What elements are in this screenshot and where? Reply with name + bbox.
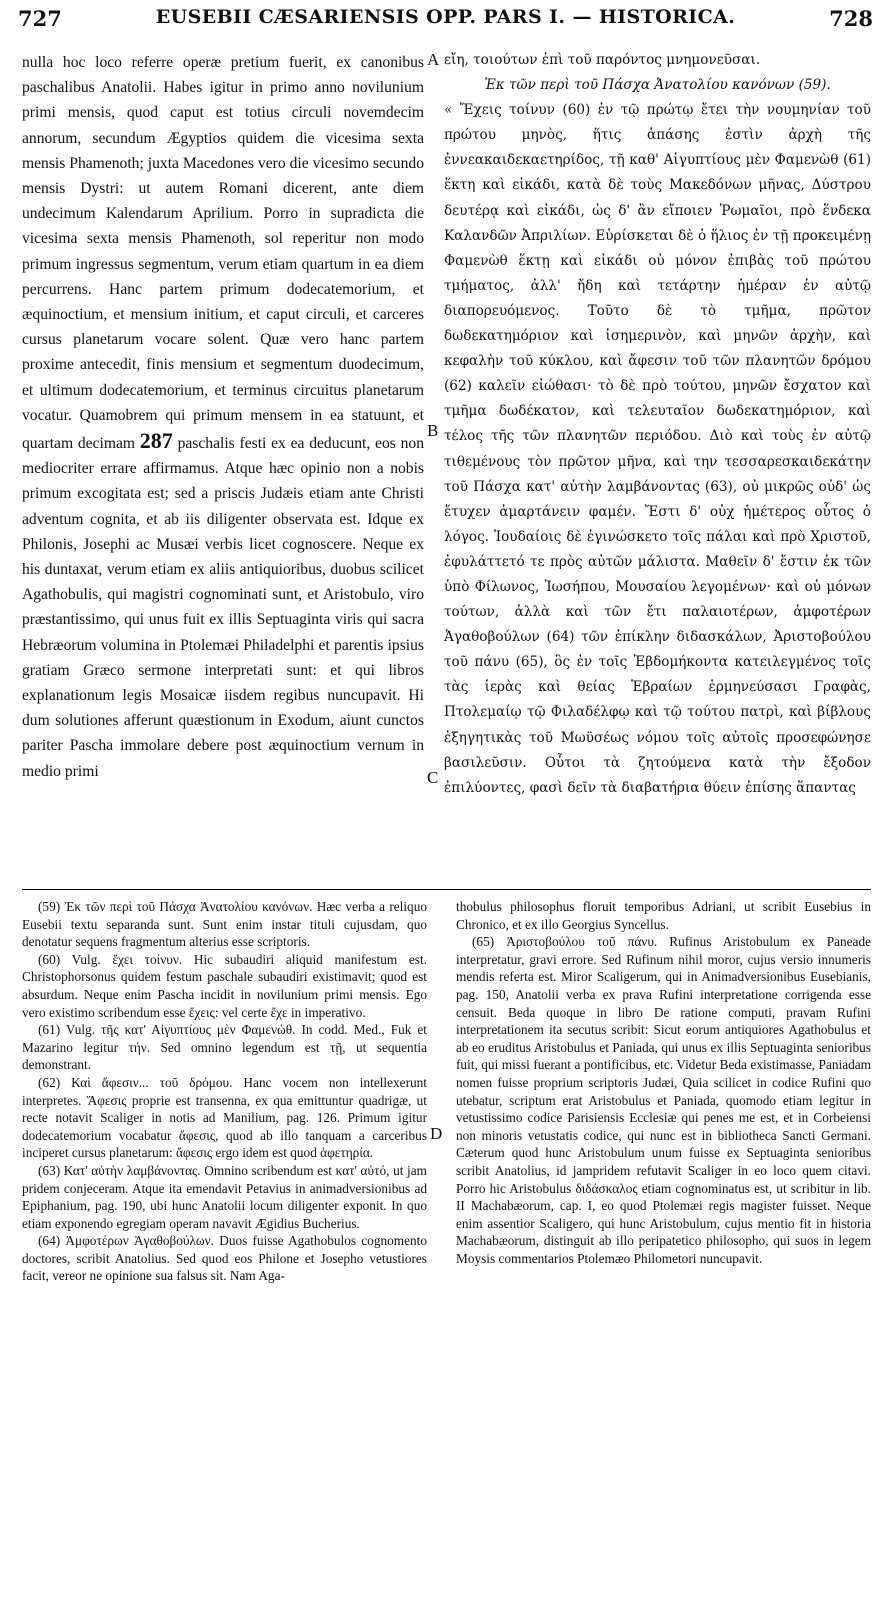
running-header — [0, 6, 891, 36]
footnotes-left — [22, 898, 427, 1608]
greek-column — [444, 48, 871, 882]
footnote-60: (60) Vulg. ἔχει τοίνυν. Hic subaudiri aliquid manifestum est. Christophorsonus quidem festum paschale subaudiri existimavit; quod est absurdum. Neque enim Pascha incidit in novilunium primi mensis. Ego vero existimo scribendum esse ἔχεις: vel certe ἔχε in imperativo. — [22, 951, 427, 1020]
margin-letter-b: B — [427, 421, 439, 440]
footnotes-right — [456, 898, 871, 1608]
running-title: EUSEBII CÆSARIENSIS OPP. PARS I. — HISTORICA. — [155, 6, 736, 28]
margin-letter-d: D — [430, 1124, 443, 1143]
footnote-64-continued: thobulus philosophus floruit temporibus Adriani, ut scribit Eusebius in Chronico, et ex illo Georgius Syncellus. — [456, 899, 871, 932]
footnote-rule — [22, 889, 871, 890]
latin-text-part2: paschalis festi ex ea deducunt, eos non mediocriter errare affirmamus. Atque hæc opinio non a nobis primum excogitata est; sed a priscis Judæis etiam ante Christi adventum cognita, et ab iis diligenter observata est. Idque ex Philonis, Josephi ac Musæi verbis licet cognoscere. Neque ex his duntaxat, verum etiam ex aliis antiquioribus, duobus scilicet Agathobulis, qui magistri cognominati sunt, et Aristobulo, viro præstantissimo, qui unus fuit ex illis Septuaginta viris qui sacra Hebræorum volumina in Ptolemæi Philadelphi et parentis ipsius gratiam Græco sermone interpretati sunt: et qui libros explanationum legis Mosaicæ iisdem regibus nuncupavit. Hi dum solutiones afferunt quæstionum in Exodum, aiunt cunctos pariter Pascha immolare debere post æquinoctium vernum in medio primi — [22, 435, 424, 780]
margin-letter-c: C — [427, 768, 439, 787]
page-number-right: 728 — [829, 6, 873, 31]
latin-column — [22, 50, 424, 882]
greek-section-title: Ἐκ τῶν περὶ τοῦ Πάσχα Ἀνατολίου κανόνων (59). — [484, 77, 831, 94]
footnote-63: (63) Κατ' αὐτὴν λαμβάνοντας. Omnino scribendum est κατ' αὐτό, ut jam pridem conjeceram. Atque ita emendavit Petavius in animadversionibus ad Epiphanium, pag. 190, ubi hunc Anatolii locum diligenter exponit. In quo etiam exponendo egregiam operam navavit Ægidius Bucherius. — [22, 1162, 427, 1231]
latin-text-part1: nulla hoc loco referre operæ pretium fuerit, ex canonibus paschalibus Anatolii. Habes igitur in primo anno novilunium primi mensis, quod caput est totius circuli novemdecim annorum, secundum Ægyptios quidem die vicesima sexta mensis Phamenoth; juxta Macedones vero die vicesimo secundo mensis Dystri: ut autem Romani dicerent, ante diem undecimum Kalendarum Aprilium. Porro in supradicta die vicesima sexta mensis Phamenoth, sol reperitur non modo primum ingressus segmentum, verum etiam quartum in ea diem percurrens. Hanc partem primum dodecatemorium, et æquinoctium, et mensium initium, et caput circuli, et carceres cursus planetarum vocare solent. Quæ vero hanc partem proxime antecedit, finis mensium et segmentum duodecimum, et ultimum dodecatemorium, et terminus circuitus planetarum vocatur. Quamobrem qui primum mensem in ea statuunt, et quartam decimam — [22, 54, 424, 453]
footnote-65: (65) Ἀριστοβούλου τοῦ πάνυ. Rufinus Aristobulum ex Paneade interpretatur, gravi errore. Sed Rufinum nihil moror, cujus versio innumeris mendis referta est. Miror Scaligerum, qui in Animadversionibus Eusebianis, pag. 150, Anatolii verba ex prava Rufini interpretatione corrigenda esse censuit. Beda quoque in libro De ratione computi, pravam Rufini interpretationem ita secutus scribit: Sicut eorum antiquiores Agathobulus et ab eo eruditus Aristobulus et Paniada, qui unus ex illis Septuaginta senioribus fuit, qui missi fuerant a pontificibus, etc. Videtur Beda existimasse, Paniadam nomen fuisse proprium scriptoris Judæi, Quia scilicet in codice Rufini quo utebatur, scriptum erat Aristobulus et Paniada, quomodo etiam legitur in vetustissimo codice Parisiensis Ecclesiæ qui penes me est, et in Corbeiensi non minoris vetustatis codice, qui nunc est in bibliotheca Sancti Germani. Cæterum quod hunc Aristobulum unum fuisse ex Septuaginta senioribus scribit Anatolius, id jampridem refutavit Scaliger in eo loco quem citavi. Porro hic Aristobulus διδάσκαλος etiam cognominatus est, ut scribitur in lib. II Machabæorum, cap. I, eo quod Ptolemæi regis magister fuisset. Neque enim assentior Scaligero, qui hunc Aristobulum, cujus mentio fit in historia Machabæorum, distinguit ab illo peripatetico philosopho, qui suos in legem Moysis commentarios Ptolemæo Philometori nuncupavit. — [456, 934, 871, 1266]
footnote-64: (64) Ἀμφοτέρων Ἀγαθοβούλων. Duos fuisse Agathobulos cognomento doctores, scribit Anatolius. Sed quod eos Philone et Josepho vetustiores facit, vereor ne opinione sua falsus sit. Nam Aga- — [22, 1233, 427, 1284]
footnote-61: (61) Vulg. τῆς κατ' Αἰγυπτίους μὲν Φαμενώθ. In codd. Med., Fuk et Mazarino legitur τήν. Sed omnino legendum est τῇ, ut sequentia demonstrant. — [22, 1022, 427, 1073]
footnote-59: (59) Ἐκ τῶν περὶ τοῦ Πάσχα Ἀνατολίου κανόνων. Hæc verba a reliquo Eusebii textu separanda sunt. Sunt enim instar tituli cujusdam, quo denotatur sequens fragmentum alterius esse scriptoris. — [22, 899, 427, 950]
page-number-left: 727 — [18, 6, 62, 31]
marginal-page-number: 287 — [139, 428, 173, 454]
greek-body: « Ἔχεις τοίνυν (60) ἐν τῷ πρώτῳ ἔτει τὴν νουμηνίαν τοῦ πρώτου μηνὸς, ἥτις ἁπάσης ἐστὶν ἀρχὴ τῆς ἐννεακαιδεκαετηρίδος, τῇ καθ' Αἰγυπτίους μὲν Φαμενὼθ (61) ἕκτη καὶ εἰκάδι, κατὰ δὲ τοὺς Μακεδόνων μῆνας, Δύστρου δευτέρᾳ καὶ εἰκάδι, ὡς δ' ἂν εἴποιεν Ῥωμαῖοι, πρὸ ἕνδεκα Καλανδῶν Ἀπριλίων. Εὑρίσκεται δὲ ὁ ἥλιος ἐν τῇ προκειμένῃ Φαμενὼθ ἕκτῃ καὶ εἰκάδι οὐ μόνον ἐπιβὰς τοῦ πρώτου τμήματος, ἀλλ' ἤδη καὶ τετάρτην ἡμέραν ἐν αὐτῷ διαπορευόμενος. Τοῦτο δὲ τὸ τμῆμα, πρῶτον δωδεκατημόριον καὶ ἰσημερινὸν, καὶ μηνῶν ἀρχὴν, καὶ κεφαλὴν τοῦ κύκλου, καὶ ἄφεσιν τοῦ τῶν πλανητῶν δρόμου (62) καλεῖν εἰώθασι· τὸ δὲ πρὸ τούτου, μηνῶν ἔσχατον καὶ τμῆμα δωδέκατον, καὶ τελευταῖον δωδεκατημόριον, καὶ τέλος τῆς τῶν πλανητῶν περιόδου. Διὸ καὶ τοὺς ἐν αὐτῷ τιθεμένους τὸν πρῶτον μῆνα, καὶ την τεσσαρεσκαιδεκάτην τοῦ Πάσχα κατ' αὐτὴν λαμβάνοντας (63), οὐ μικρῶς οὐδ' ὡς ἔτυχεν ἁμαρτάνειν φαμέν. Ἔστι δ' οὐχ ἡμέτερος οὗτος ὁ λόγος. Ἰουδαίοις δὲ ἐγινώσκετο τοῖς πάλαι καὶ πρὸ Χριστοῦ, ἐφυλάττετό τε πρὸς αὐτῶν μάλιστα. Μαθεῖν δ' ἔστιν ἐκ τῶν ὑπὸ Φίλωνος, Ἰωσήπου, Μουσαίου λεγομένων· καὶ οὐ μόνων τούτων, ἀλλὰ καὶ τῶν ἔτι παλαιοτέρων, ἀμφοτέρων Ἀγαθοβούλων (64) τῶν ἐπίκλην διδασκάλων, Ἀριστοβούλου τοῦ πάνυ (65), ὃς ἐν τοῖς Ἑβδομήκοντα κατειλεγμένος τοῖς τὰς ἱερὰς καὶ θείας Ἑβραίων ἑρμηνεύσασι Γραφὰς, Πτολεμαίῳ τῷ Φιλαδέλφῳ καὶ τῷ τούτου πατρὶ, καὶ βίβλους ἐξηγητικὰς τοῦ Μωϋσέως νόμου τοῖς αὐτοῖς προσεφώνησε βασιλεῦσιν. Οὗτοι τὰ ζητούμενα κατὰ τὴν ἔξοδον ἐπιλύοντες, φασὶ δεῖν τὰ διαβατήρια θύειν ἐπίσης ἅπαντας — [444, 102, 871, 796]
margin-letter-a: A — [427, 50, 440, 69]
greek-first-line: εἴη, τοιούτων ἐπὶ τοῦ παρόντος μνημονεῦσαι. — [444, 52, 761, 68]
footnote-62: (62) Καὶ ἄφεσιν... τοῦ δρόμου. Hanc vocem non intellexerunt interpretes. Ἄφεσις proprie est transenna, ex qua emittuntur quadrigæ, ut recte notavit Scaliger in notis ad Manilium, pag. 126. Primum igitur dodecatemorium vocabatur ἄφεσις, quod ab illo tanquam a carceribus inciperet cursus planetarum: ἄφεσις ergo idem est quod ἀφετηρία. — [22, 1074, 427, 1161]
